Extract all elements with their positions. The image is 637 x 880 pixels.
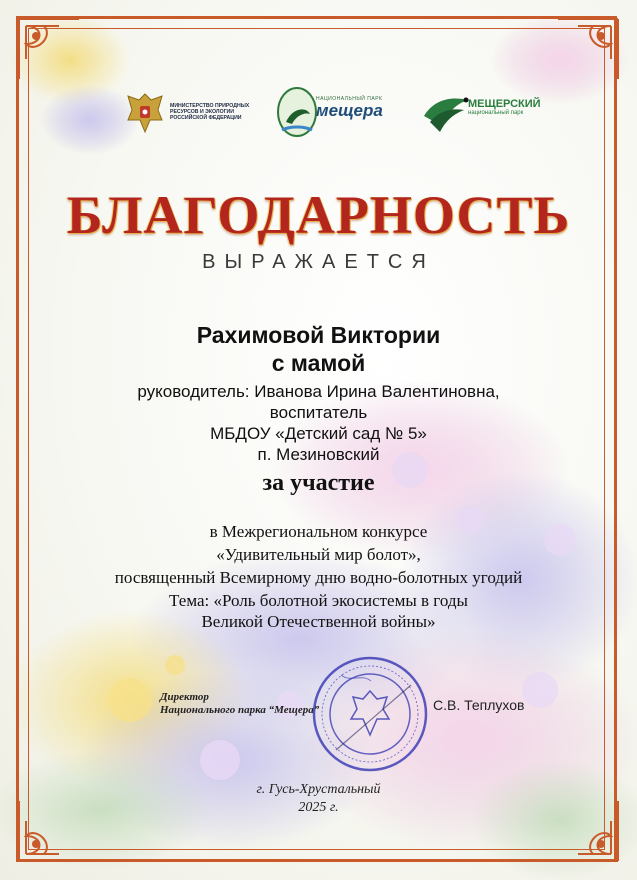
park-small-label: НАЦИОНАЛЬНЫЙ ПАРК <box>316 96 383 102</box>
eagle-emblem-icon <box>124 90 166 136</box>
logos-row <box>0 78 637 148</box>
official-stamp <box>311 655 429 773</box>
recipient-companion: с мамой <box>271 350 366 376</box>
institution-line: МБДОУ «Детский сад № 5» <box>210 424 427 443</box>
ministry-text-line: РОССИЙСКОЙ ФЕДЕРАЦИИ <box>170 115 242 121</box>
park2-name: МЕЩЕРСКИЙ <box>468 98 541 110</box>
recipient-name: Рахимовой Виктории <box>196 322 441 348</box>
supervisor-line: руководитель: Иванова Ирина Валентиновна, <box>137 382 500 401</box>
signatory-name: С.В. Теплухов <box>433 697 525 713</box>
event-line: «Удивительный мир болот», <box>216 545 421 564</box>
park2-sub: национальный парк <box>468 110 524 116</box>
park-meshchera-logo <box>316 96 406 120</box>
ornament-corner-tl-icon <box>14 14 84 84</box>
supervisor-position: воспитатель <box>269 403 368 422</box>
event-line: посвященный Всемирному дню водно-болотных угодий <box>114 568 523 587</box>
ministry-logo-text <box>170 103 280 121</box>
meshchersky-logo <box>468 98 558 116</box>
ministry-text-line: РЕСУРСОВ И ЭКОЛОГИИ <box>170 109 234 115</box>
park-name: мещера <box>316 101 383 120</box>
year: 2025 г. <box>298 800 339 815</box>
certificate-subtitle: ВЫРАЖАЕТСЯ <box>202 251 435 273</box>
award-text: за участие <box>262 470 375 496</box>
event-theme-line: Великой Отечественной войны» <box>201 612 436 631</box>
event-theme-line: Тема: «Роль болотной экосистемы в годы <box>169 591 468 610</box>
event-line: в Межрегиональном конкурсе <box>209 522 428 541</box>
ministry-text-line: МИНИСТЕРСТВО ПРИРОДНЫХ <box>170 103 250 109</box>
ornament-corner-tr-icon <box>553 14 623 84</box>
signatory-role: Директор <box>160 691 209 703</box>
city: г. Гусь-Хрустальный <box>256 782 381 797</box>
crane-logo-icon <box>420 86 472 138</box>
park-bird-logo-icon <box>276 86 318 138</box>
signatory-organization: Национального парка “Мещера” <box>160 704 320 716</box>
locality-line: п. Мезиновский <box>257 445 380 464</box>
certificate-title: БЛАГОДАРНОСТЬ <box>66 185 571 245</box>
